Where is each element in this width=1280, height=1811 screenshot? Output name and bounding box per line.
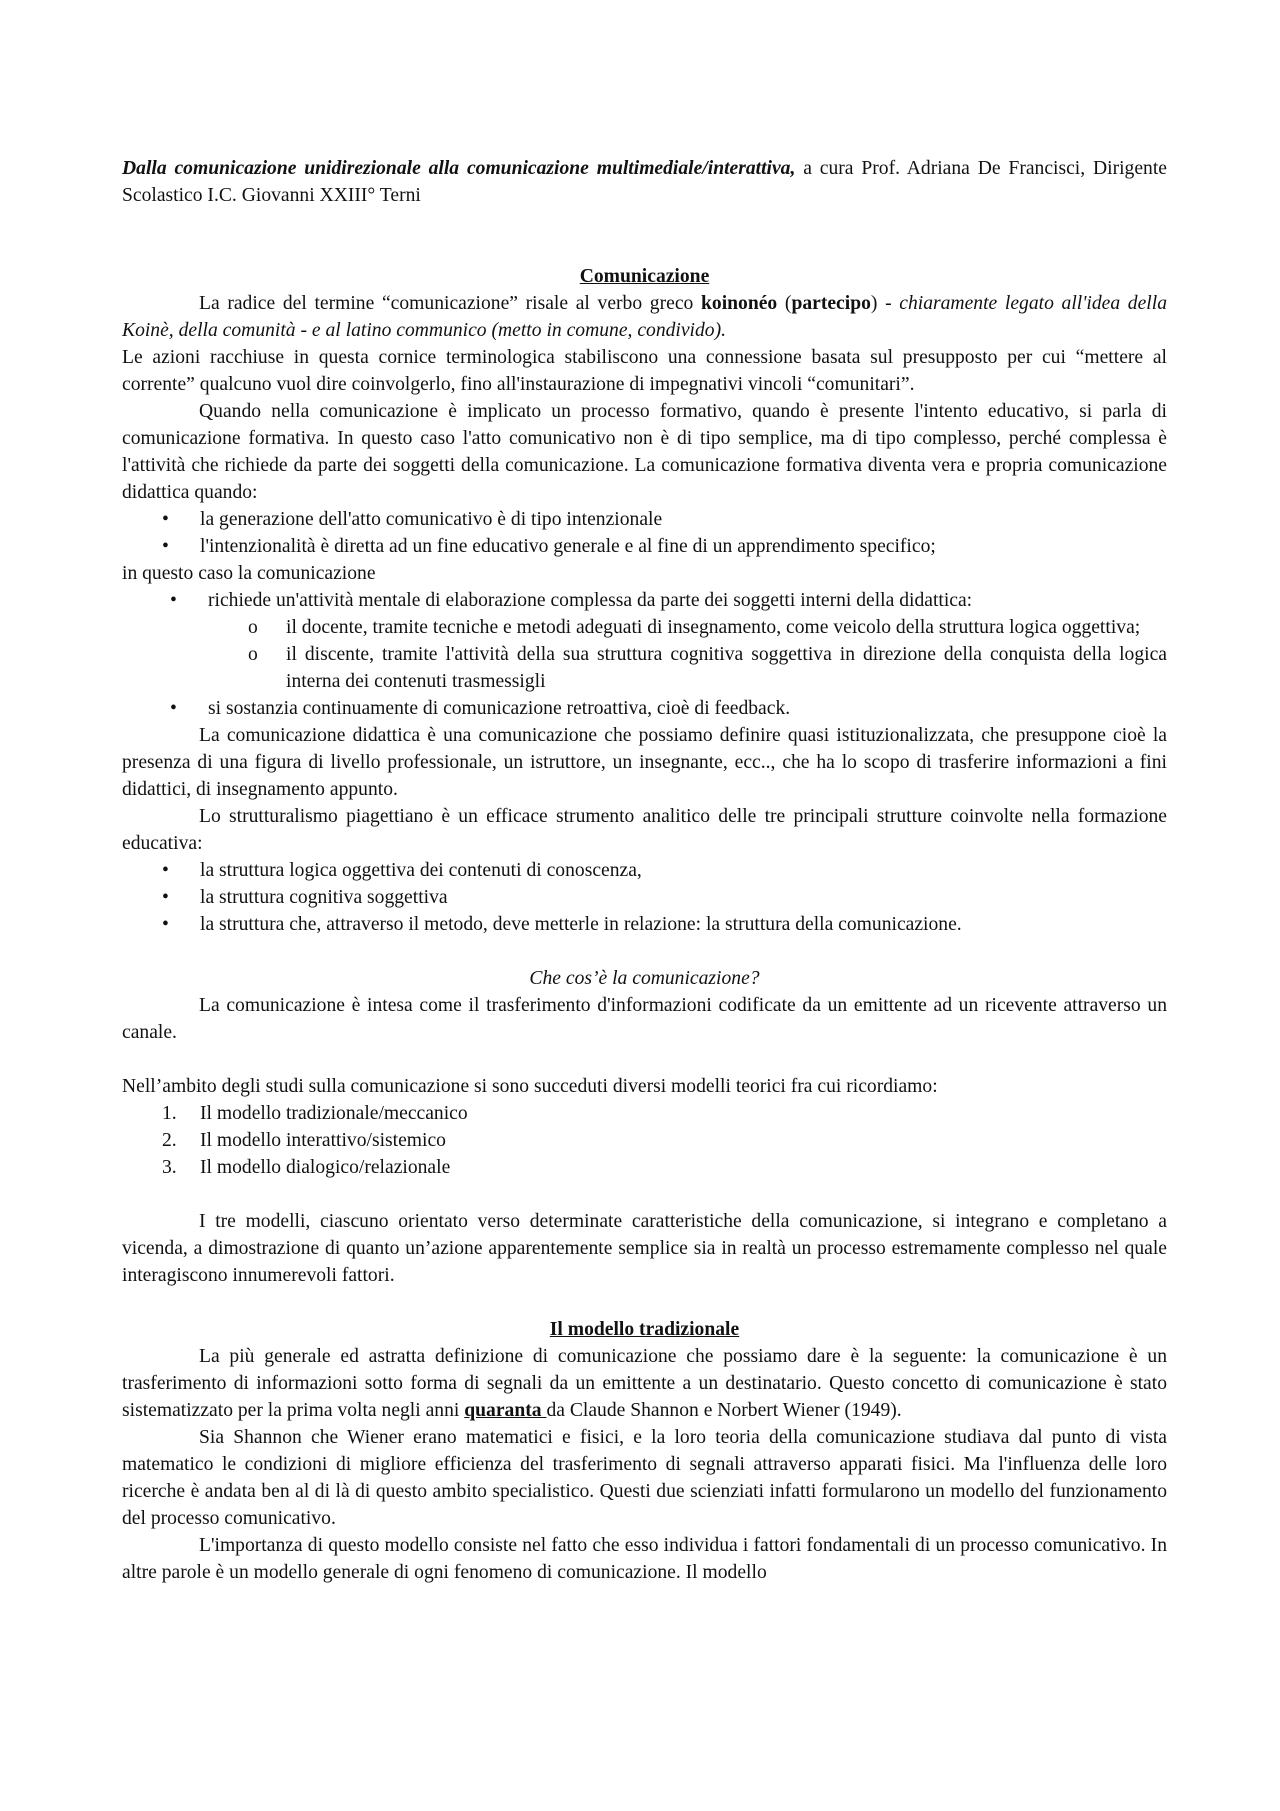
paragraph: Le azioni racchiuse in questa cornice terminologica stabiliscono una connessione basata sul presupposto per cui “mettere al corrente” qualcuno vuol dire coinvolgerlo, fino all'instaurazione di impegnativi vincoli “comunitari”. bbox=[122, 347, 1167, 395]
list-item: 3. Il modello dialogico/relazionale bbox=[162, 1157, 451, 1178]
paragraph: La radice del termine “comunicazione” risale al verbo greco koinonéo (partecipo) - chiaramente legato all'idea della Koinè, della comunità - e al latino communico (metto in comune, condivido). bbox=[122, 293, 1167, 341]
paragraph: La più generale ed astratta definizione di comunicazione che possiamo dare è la seguente: la comunicazione è un trasferimento di informazioni sotto forma di segnali da un emittente a un destinatario. Questo concetto di comunicazione è stato sistematizzato per la prima volta negli anni quaranta da Claude Shannon e Norbert Wiener (1949). bbox=[122, 1346, 1167, 1421]
paragraph: Quando nella comunicazione è implicato un processo formativo, quando è presente l'intento educativo, si parla di comunicazione formativa. In questo caso l'atto comunicativo non è di tipo semplice, ma di tipo complesso, perché complessa è l'attività che richiede da parte dei soggetti della comunicazione. La comunicazione formativa diventa vera e propria comunicazione didattica quando: bbox=[122, 401, 1167, 503]
bullet-list bbox=[122, 506, 1167, 560]
bullet-list bbox=[122, 857, 1167, 938]
list-item: 1. Il modello tradizionale/meccanico bbox=[162, 1103, 468, 1124]
paragraph: in questo caso la comunicazione bbox=[122, 563, 376, 584]
list-item: • la struttura logica oggettiva dei contenuti di conoscenza, bbox=[122, 857, 1167, 884]
sub-list-item: o il docente, tramite tecniche e metodi adeguati di insegnamento, come veicolo della struttura logica oggettiva; bbox=[122, 614, 1167, 641]
section-heading-che-cos-e: Che cos’è la comunicazione? bbox=[529, 968, 760, 989]
bullet-list bbox=[122, 695, 1167, 722]
list-item: • la struttura cognitiva soggettiva bbox=[122, 884, 1167, 911]
paragraph: La comunicazione didattica è una comunicazione che possiamo definire quasi istituzionalizzata, che presuppone cioè la presenza di una figura di livello professionale, un istruttore, un insegnante, ecc.., che ha lo scopo di trasferire informazioni a fini didattici, di insegnamento appunto. bbox=[122, 725, 1167, 800]
paragraph: L'importanza di questo modello consiste nel fatto che esso individua i fattori fondamentali di un processo comunicativo. In altre parole è un modello generale di ogni fenomeno di comunicazione. Il modello bbox=[122, 1535, 1167, 1583]
list-item: • la generazione dell'atto comunicativo è di tipo intenzionale bbox=[122, 506, 1167, 533]
paragraph: Nell’ambito degli studi sulla comunicazione si sono succeduti diversi modelli teorici fra cui ricordiamo: bbox=[122, 1076, 938, 1097]
list-item: • la struttura che, attraverso il metodo, deve metterle in relazione: la struttura della comunicazione. bbox=[122, 911, 1167, 938]
document-header bbox=[122, 155, 1167, 209]
section-heading-modello-tradizionale: Il modello tradizionale bbox=[549, 1319, 740, 1340]
list-item: • si sostanzia continuamente di comunicazione retroattiva, cioè di feedback. bbox=[122, 695, 1167, 722]
document-author: a cura Prof. Adriana De Francisci, Dirigente Scolastico I.C. Giovanni XXIII° Terni bbox=[122, 158, 1167, 206]
paragraph: Lo strutturalismo piagettiano è un efficace strumento analitico delle tre principali strutture coinvolte nella formazione educativa: bbox=[122, 806, 1167, 854]
paragraph: I tre modelli, ciascuno orientato verso determinate caratteristiche della comunicazione, si integrano e completano a vicenda, a dimostrazione di quanto un’azione apparentemente semplice sia in realtà un processo estremamente complesso nel quale interagiscono innumerevoli fattori. bbox=[122, 1211, 1167, 1286]
document-title: Dalla comunicazione unidirezionale alla comunicazione multimediale/interattiva, bbox=[122, 158, 796, 179]
section-heading-comunicazione: Comunicazione bbox=[579, 266, 710, 287]
paragraph: Sia Shannon che Wiener erano matematici e fisici, e la loro teoria della comunicazione studiava dal punto di vista matematico le condizioni di migliore efficienza del trasferimento di segnali attraverso apparati fisici. Ma l'influenza delle loro ricerche è andata ben al di là di questo ambito specialistico. Questi due scienziati infatti formularono un modello del funzionamento del processo comunicativo. bbox=[122, 1427, 1167, 1529]
sub-list bbox=[122, 614, 1167, 695]
list-item: 2. Il modello interattivo/sistemico bbox=[162, 1130, 446, 1151]
paragraph: La comunicazione è intesa come il trasferimento d'informazioni codificate da un emittente ad un ricevente attraverso un canale. bbox=[122, 995, 1167, 1043]
bullet-list bbox=[122, 587, 1167, 614]
numbered-list bbox=[122, 1100, 1167, 1181]
list-item: • l'intenzionalità è diretta ad un fine educativo generale e al fine di un apprendimento specifico; bbox=[122, 533, 1167, 560]
sub-list-item: o il discente, tramite l'attività della sua struttura cognitiva soggettiva in direzione della conquista della logica interna dei contenuti trasmessigli bbox=[122, 641, 1167, 695]
list-item: • richiede un'attività mentale di elaborazione complessa da parte dei soggetti interni della didattica: bbox=[122, 587, 1167, 614]
